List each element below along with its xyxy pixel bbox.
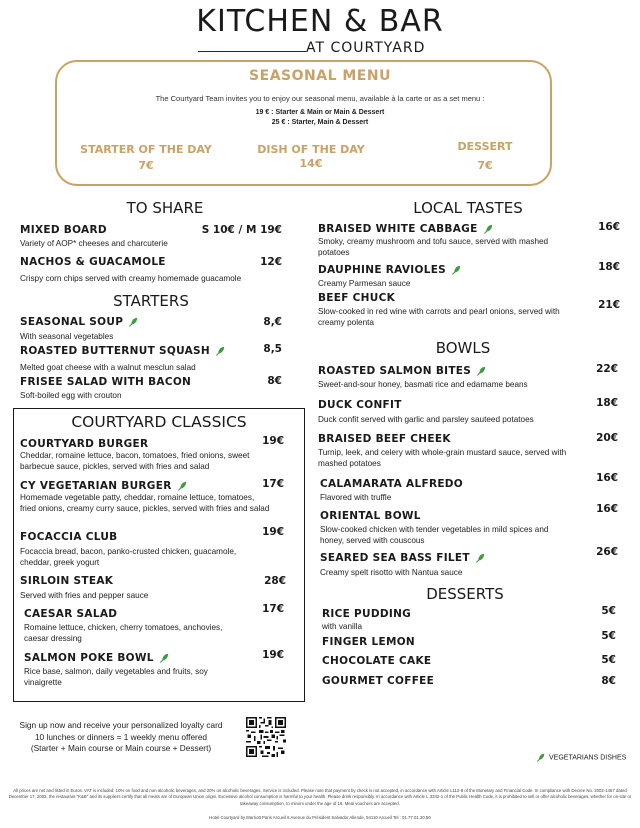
- menu-item-price: 8€: [601, 675, 616, 687]
- desserts-title: DESSERTS: [426, 585, 504, 603]
- menu-item-price: 28€: [264, 575, 286, 587]
- menu-item-price: 18€: [598, 261, 620, 273]
- seasonal-menu-title: SEASONAL MENU: [249, 68, 391, 84]
- menu-item-desc: Served with fries and pepper sauce: [20, 591, 149, 600]
- brand-subtitle: AT COURTYARD: [306, 40, 426, 56]
- menu-item-name: SEARED SEA BASS FILET: [320, 552, 485, 564]
- loyalty-line-2: 10 lunches or dinners = 1 weekly menu offered: [34, 731, 208, 742]
- to-share-title: TO SHARE: [126, 199, 204, 217]
- menu-item-price: 26€: [596, 546, 618, 558]
- menu-item-name: BRAISED WHITE CABBAGE: [318, 223, 493, 235]
- qr-code[interactable]: [246, 717, 286, 757]
- menu-item-price: 5€: [601, 630, 616, 642]
- brand-title: KITCHEN & BAR: [196, 4, 444, 39]
- vegetarian-leaf-icon: [483, 224, 493, 234]
- menu-item-price: 16€: [596, 472, 618, 484]
- menu-item-name: CAESAR SALAD: [24, 608, 118, 620]
- menu-item-desc: With seasonal vegetables: [20, 332, 114, 341]
- menu-item-price: 17€: [262, 603, 284, 615]
- seasonal-price-line-1: 19 € : Starter & Main or Main & Dessert: [255, 109, 385, 116]
- menu-item-name: COURTYARD BURGER: [20, 438, 149, 450]
- menu-item-desc: Flavored with truffle: [320, 493, 392, 502]
- menu-item-name: BRAISED BEEF CHEEK: [318, 433, 451, 445]
- menu-item-name: FOCACCIA CLUB: [20, 531, 118, 543]
- menu-item-name: DAUPHINE RAVIOLES: [318, 264, 461, 276]
- vegetarian-leaf-icon: [476, 366, 486, 376]
- menu-item-name: CHOCOLATE CAKE: [322, 655, 432, 667]
- dish-of-day-price: 14€: [299, 157, 323, 170]
- dish-of-day-label: DISH OF THE DAY: [257, 143, 365, 156]
- menu-item-name: SEASONAL SOUP: [20, 316, 138, 328]
- vegetarian-leaf-icon: [451, 265, 461, 275]
- menu-item-desc: Homemade vegetable patty, cheddar, romaine lettuce, tomatoes, fried onions, creamy curry sauce, pickles, served with fries and salad: [20, 493, 270, 513]
- menu-item-name: DUCK CONFIT: [318, 399, 402, 411]
- menu-item-price: 8,5: [263, 343, 282, 355]
- vegetarian-legend: VEGETARIANS DISHES: [536, 753, 626, 762]
- menu-item-price: 12€: [260, 256, 282, 268]
- menu-item-name: ORIENTAL BOWL: [320, 510, 421, 522]
- seasonal-price-line-2: 25 € : Starter, Main & Dessert: [271, 119, 369, 126]
- menu-item-price: 17€: [262, 478, 284, 490]
- menu-item-name: GOURMET COFFEE: [322, 675, 435, 687]
- menu-item-desc: Romaine lettuce, chicken, cherry tomatoes, anchovies, caesar dressing: [24, 623, 223, 643]
- vegetarian-leaf-icon: [128, 317, 138, 327]
- bowls-title: BOWLS: [435, 339, 491, 357]
- vegetarian-leaf-icon: [475, 553, 485, 563]
- menu-item-desc: Variety of AOP* cheeses and charcuterie: [20, 239, 168, 248]
- vegetarian-leaf-icon: [177, 481, 187, 491]
- menu-item-desc: Sweet-and-sour honey, basmati rice and edamame beans: [318, 380, 528, 389]
- menu-item-price: 16€: [598, 221, 620, 233]
- loyalty-text: [12, 720, 230, 755]
- seasonal-dessert-price: 7€: [477, 159, 493, 172]
- loyalty-line-3: (Starter + Main course or Main course + Dessert): [30, 743, 212, 753]
- menu-item-price: 5€: [601, 654, 616, 666]
- menu-item-price: 20€: [596, 432, 618, 444]
- vegetarian-leaf-icon: [215, 346, 225, 356]
- menu-item-desc: Soft-boiled egg with crouton: [20, 391, 122, 400]
- menu-item-name: ROASTED SALMON BITES: [318, 365, 486, 377]
- brand-divider: [198, 51, 306, 52]
- menu-item-price: 19€: [262, 649, 284, 661]
- seasonal-dessert-label: DESSERT: [457, 140, 513, 153]
- menu-item-name: NACHOS & GUACAMOLE: [20, 256, 166, 268]
- menu-item-price: 16€: [596, 503, 618, 515]
- menu-item-price: 8€: [267, 375, 282, 387]
- menu-item-desc: Melted goat cheese with a walnut mesclun salad: [20, 363, 196, 372]
- legal-notice: All prices are net and listed in Euros. VAT is included: 10% on food and non-alcoholic beverages, and 20% on alcoholic beverages. Service is included. Please note that payment by check is not accepted, in accordance with Article L112-8 of the Monetary and Financial Code. In compliance with Decree No. 2002-1467 dated December 17, 2002, the restaurant "K&B" and its suppliers certify that all meats are of European Union origin. Excessive alcohol consumption is harmful to your health. Please drink responsibly. In accordance with Article L.3342-1 of the Public Health Code, it is prohibited to sell or offer alcoholic beverages, whether for on-site or takeaway consumption, to minors under the age of 16. Meal vouchers are accepted.: [8, 788, 632, 806]
- menu-item-desc: Duck confit served with garlic and parsley sauteed potatoes: [318, 415, 534, 424]
- menu-item-desc: Cheddar, romaine lettuce, bacon, tomatoes, fried onions, sweet barbecue sauce, pickles, served with fries and salad: [20, 451, 250, 471]
- vegetarian-leaf-icon: [536, 753, 545, 762]
- starter-of-day-price: 7€: [138, 159, 154, 172]
- menu-item-price: 8,€: [263, 316, 282, 328]
- menu-item-price: 5€: [601, 605, 616, 617]
- footer-address: Hotel Courtyard by Marriott Paris Arcueil 6 Avenue du Président Salvador Allende, 94110 Arcueil Tel : 01.77.01.20.50: [209, 815, 431, 820]
- menu-item-desc: Focaccia bread, bacon, panko-crusted chicken, guacamole, cheddar, greek yogurt: [20, 547, 237, 567]
- menu-item-desc: Slow-cooked in red wine with carrots and pearl onions, served with creamy polenta: [318, 307, 560, 327]
- menu-item-price: 19€: [262, 526, 284, 538]
- menu-item-name: MIXED BOARD: [20, 224, 107, 236]
- menu-item-desc: Creamy Parmesan sauce: [318, 279, 411, 288]
- classics-title: COURTYARD CLASSICS: [71, 413, 247, 431]
- menu-item-name: FRISEE SALAD WITH BACON: [20, 376, 192, 388]
- loyalty-line-1: Sign up now and receive your personalized loyalty card: [19, 720, 223, 730]
- menu-item-price: 18€: [596, 397, 618, 409]
- menu-item-name: CALAMARATA ALFREDO: [320, 478, 464, 490]
- menu-item-price: 19€: [262, 435, 284, 447]
- menu-item-name: RICE PUDDING: [322, 608, 412, 620]
- menu-item-price: 22€: [596, 363, 618, 375]
- menu-item-name: SIRLOIN STEAK: [20, 575, 114, 587]
- menu-item-desc: Rice base, salmon, daily vegetables and fruits, soy vinaigrette: [24, 667, 208, 687]
- menu-item-name: CY VEGETARIAN BURGER: [20, 480, 187, 492]
- menu-item-name: BEEF CHUCK: [318, 292, 396, 304]
- starter-of-day-label: STARTER OF THE DAY: [80, 143, 212, 156]
- menu-item-desc: with vanilla: [322, 622, 363, 631]
- menu-item-price: 21€: [598, 299, 620, 311]
- menu-item-desc: Turnip, leek, and celery with whole-grain mustard sauce, served with mashed potatoes: [318, 448, 567, 468]
- menu-item-name: SALMON POKE BOWL: [24, 652, 169, 664]
- menu-item-desc: Crispy corn chips served with creamy homemade guacamole: [20, 274, 242, 283]
- menu-item-price: S 10€ / M 19€: [201, 224, 282, 236]
- menu-item-desc: Smoky, creamy mushroom and tofu sauce, served with mashed potatoes: [318, 237, 549, 257]
- menu-item-desc: Creamy spelt risotto with Nantua sauce: [320, 568, 463, 577]
- seasonal-intro: The Courtyard Team invites you to enjoy our seasonal menu, available à la carte or as a set menu :: [155, 94, 485, 103]
- vegetarian-leaf-icon: [159, 653, 169, 663]
- menu-item-name: FINGER LEMON: [322, 636, 416, 648]
- menu-item-name: ROASTED BUTTERNUT SQUASH: [20, 345, 225, 357]
- starters-title: STARTERS: [113, 292, 189, 310]
- menu-item-desc: Slow-cooked chicken with tender vegetables in mild spices and honey, served with couscous: [320, 525, 549, 545]
- local-tastes-title: LOCAL TASTES: [413, 199, 523, 217]
